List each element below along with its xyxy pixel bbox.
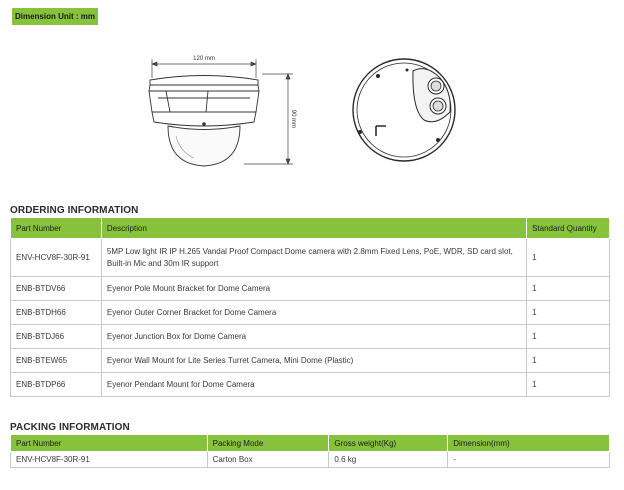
quantity-cell: 1 bbox=[527, 325, 610, 349]
quantity-cell: 1 bbox=[527, 373, 610, 397]
ordering-information-title: ORDERING INFORMATION bbox=[10, 205, 139, 216]
description-cell: Eyenor Pole Mount Bracket for Dome Camera bbox=[101, 277, 526, 301]
table-row bbox=[11, 325, 610, 349]
ordering-header-row bbox=[11, 218, 610, 239]
packing-header-row bbox=[11, 435, 610, 452]
camera-top-view bbox=[353, 59, 455, 161]
description-cell: Eyenor Pendant Mount for Dome Camera bbox=[101, 373, 526, 397]
table-row bbox=[11, 452, 610, 468]
header-gross-weight: Gross weight(Kg) bbox=[329, 435, 448, 452]
height-label: 90 mm bbox=[290, 109, 296, 129]
width-label: 120 mm bbox=[193, 56, 215, 62]
table-row bbox=[11, 301, 610, 325]
camera-side-view bbox=[149, 76, 259, 167]
quantity-cell: 1 bbox=[527, 277, 610, 301]
quantity-cell: 1 bbox=[527, 239, 610, 277]
packing-table bbox=[10, 435, 610, 468]
camera-dimension-drawing bbox=[0, 40, 624, 195]
header-dimension: Dimension(mm) bbox=[448, 435, 610, 452]
part-number-cell: ENB-BTDP66 bbox=[11, 373, 102, 397]
table-row bbox=[11, 373, 610, 397]
part-number-cell: ENB-BTDV66 bbox=[11, 277, 102, 301]
dimension-unit-badge: Dimension Unit : mm bbox=[12, 8, 98, 25]
quantity-cell: 1 bbox=[527, 301, 610, 325]
description-cell: Eyenor Outer Corner Bracket for Dome Camera bbox=[101, 301, 526, 325]
table-row bbox=[11, 349, 610, 373]
part-number-cell: ENB-BTDH66 bbox=[11, 301, 102, 325]
header-part-number: Part Number bbox=[11, 435, 208, 452]
header-packing-mode: Packing Mode bbox=[207, 435, 329, 452]
header-description: Description bbox=[101, 218, 526, 239]
quantity-cell: 1 bbox=[527, 349, 610, 373]
header-part-number: Part Number bbox=[11, 218, 102, 239]
description-cell: 5MP Low light IR IP H.265 Vandal Proof Compact Dome camera with 2.8mm Fixed Lens, PoE, WDR, SD card slot, Built-in Mic and 30m IR support bbox=[101, 239, 526, 277]
description-cell: Eyenor Junction Box for Dome Camera bbox=[101, 325, 526, 349]
part-number-cell: ENB-BTDJ66 bbox=[11, 325, 102, 349]
part-number-cell: ENV-HCV8F-30R-91 bbox=[11, 452, 208, 468]
part-number-cell: ENV-HCV8F-30R-91 bbox=[11, 239, 102, 277]
table-row bbox=[11, 239, 610, 277]
table-row bbox=[11, 277, 610, 301]
ordering-table bbox=[10, 218, 610, 397]
description-cell: Eyenor Wall Mount for Lite Series Turret Camera, Mini Dome (Plastic) bbox=[101, 349, 526, 373]
gross-weight-cell: 0.6 kg bbox=[329, 452, 448, 468]
packing-mode-cell: Carton Box bbox=[207, 452, 329, 468]
part-number-cell: ENB-BTEW65 bbox=[11, 349, 102, 373]
packing-information-title: PACKING INFORMATION bbox=[10, 422, 130, 433]
dimension-cell: - bbox=[448, 452, 610, 468]
header-standard-quantity: Standard Quantity bbox=[527, 218, 610, 239]
